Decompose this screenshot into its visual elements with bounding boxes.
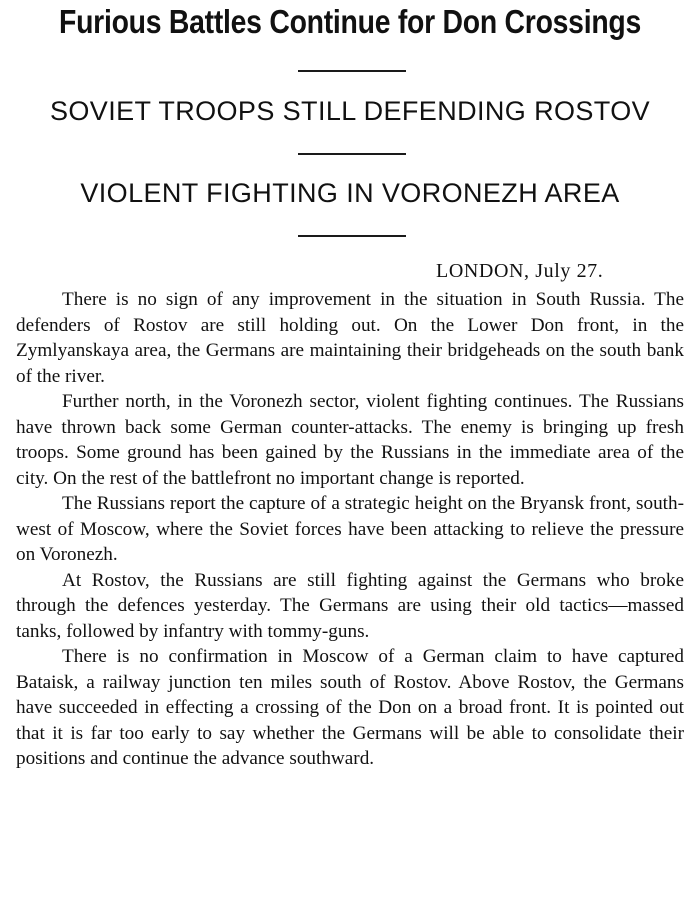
paragraph: At Rostov, the Russians are still fighting against the Germans who broke through the defences yesterday. The Germans are using their old tactics—massed tanks, followed by infantry with tommy-guns. — [16, 569, 684, 642]
paragraph: There is no confirmation in Moscow of a German claim to have captured Bataisk, a railway junction ten miles south of Rostov. Above Rostov, the Germans have succeeded in effecting a crossing of the Don on a broad front. It is pointed out that it is far too early to say whether the Germans will be able to consolidate their positions and continue the advance southward. — [16, 646, 684, 769]
paragraph: There is no sign of any improvement in the situation in South Russia. The defenders of Rostov are still holding out. On the Lower Don front, in the Zymlyanskaya area, the Germans are maintaining their bridgeheads on the south bank of the river. — [16, 289, 684, 387]
article-body — [16, 287, 684, 772]
headline: Furious Battles Continue for Don Crossings — [59, 3, 642, 40]
dateline: LONDON, July 27. — [436, 260, 604, 282]
paragraph: The Russians report the capture of a strategic height on the Bryansk front, south-west of Moscow, where the Soviet forces have been attacking to relieve the pressure on Voronezh. — [16, 493, 684, 565]
paragraph: Further north, in the Voronezh sector, violent fighting continues. The Russians have thrown back some German counter-attacks. The enemy is bringing up fresh troops. Some ground has been gained by the Russians in the immediate area of the city. On the rest of the battlefront no important change is reported. — [16, 391, 684, 489]
subheadline: VIOLENT FIGHTING IN VORONEZH AREA — [80, 178, 620, 208]
subheadline: SOVIET TROOPS STILL DEFENDING ROSTOV — [49, 96, 651, 126]
divider-rule — [298, 235, 406, 237]
divider-rule — [298, 70, 406, 72]
divider-rule — [298, 153, 406, 155]
